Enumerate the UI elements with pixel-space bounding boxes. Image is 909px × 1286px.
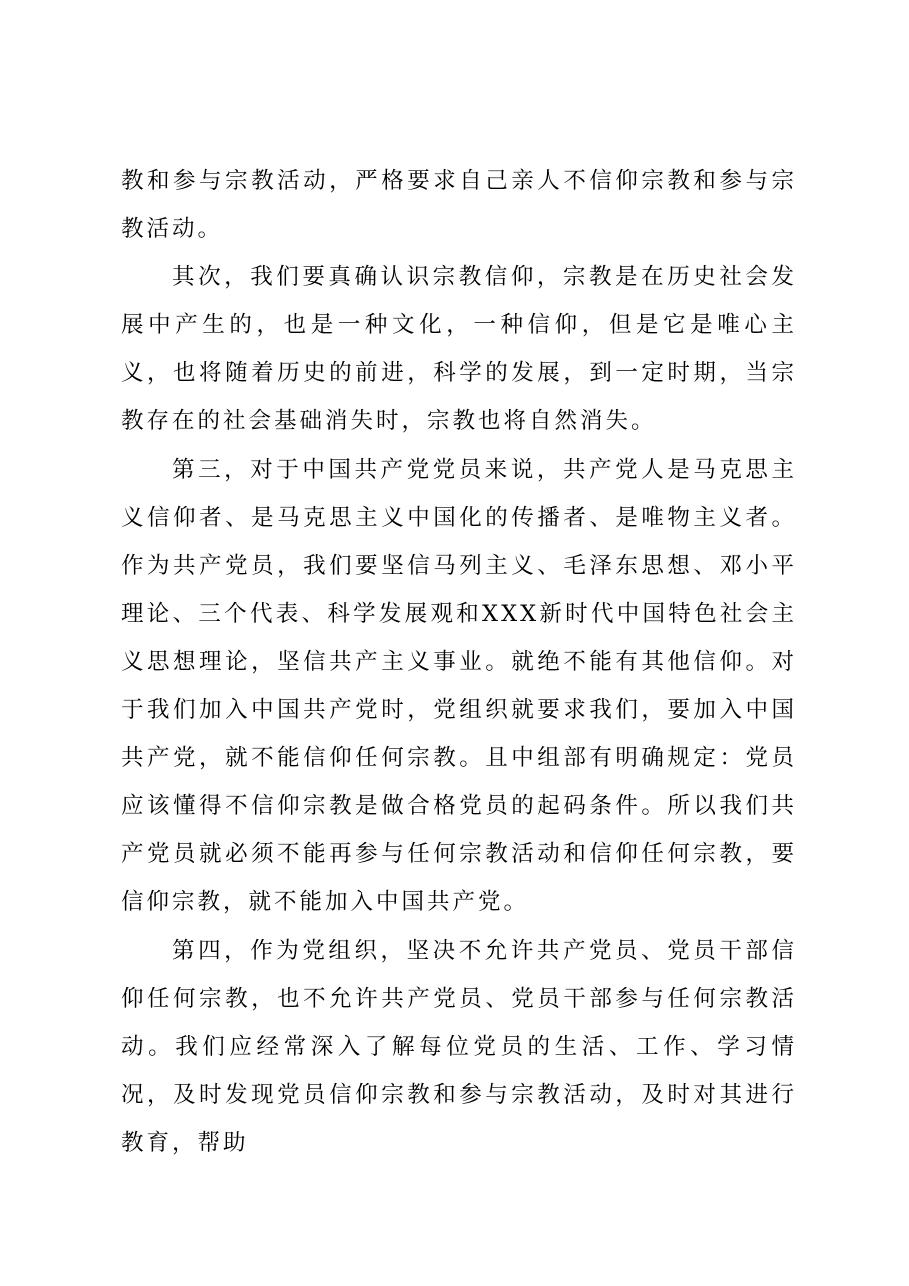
paragraph-second: 其次，我们要真确认识宗教信仰，宗教是在历史社会发展中产生的，也是一种文化，一种信仰，但是它是唯心主义，也将随着历史的前进，科学的发展，到一定时期，当宗教存在的社会基础消失时，宗教也将自然消失。 xyxy=(121,264,797,435)
paragraph-fourth: 第四，作为党组织，坚决不允许共产党员、党员干部信仰任何宗教，也不允许共产党员、党员干部参与任何宗教活动。我们应经常深入了解每位党员的生活、工作、学习情况，及时发现党员信仰宗教和参与宗教活动，及时对其进行教育，帮助 xyxy=(121,937,797,1156)
document-body xyxy=(121,157,797,1167)
paragraph-third: 第三，对于中国共产党党员来说，共产党人是马克思主义信仰者、是马克思主义中国化的传播者、是唯物主义者。作为共产党员，我们要坚信马列主义、毛泽东思想、邓小平理论、三个代表、科学发展观和XXX新时代中国特色社会主义思想理论，坚信共产主义事业。就绝不能有其他信仰。对于我们加入中国共产党时，党组织就要求我们，要加入中国共产党，就不能信仰任何宗教。且中组部有明确规定：党员应该懂得不信仰宗教是做合格党员的起码条件。所以我们共产党员就必须不能再参与任何宗教活动和信仰任何宗教，要信仰宗教，就不能加入中国共产党。 xyxy=(121,456,797,916)
paragraph-continuation: 教和参与宗教活动，严格要求自己亲人不信仰宗教和参与宗教活动。 xyxy=(121,168,797,243)
